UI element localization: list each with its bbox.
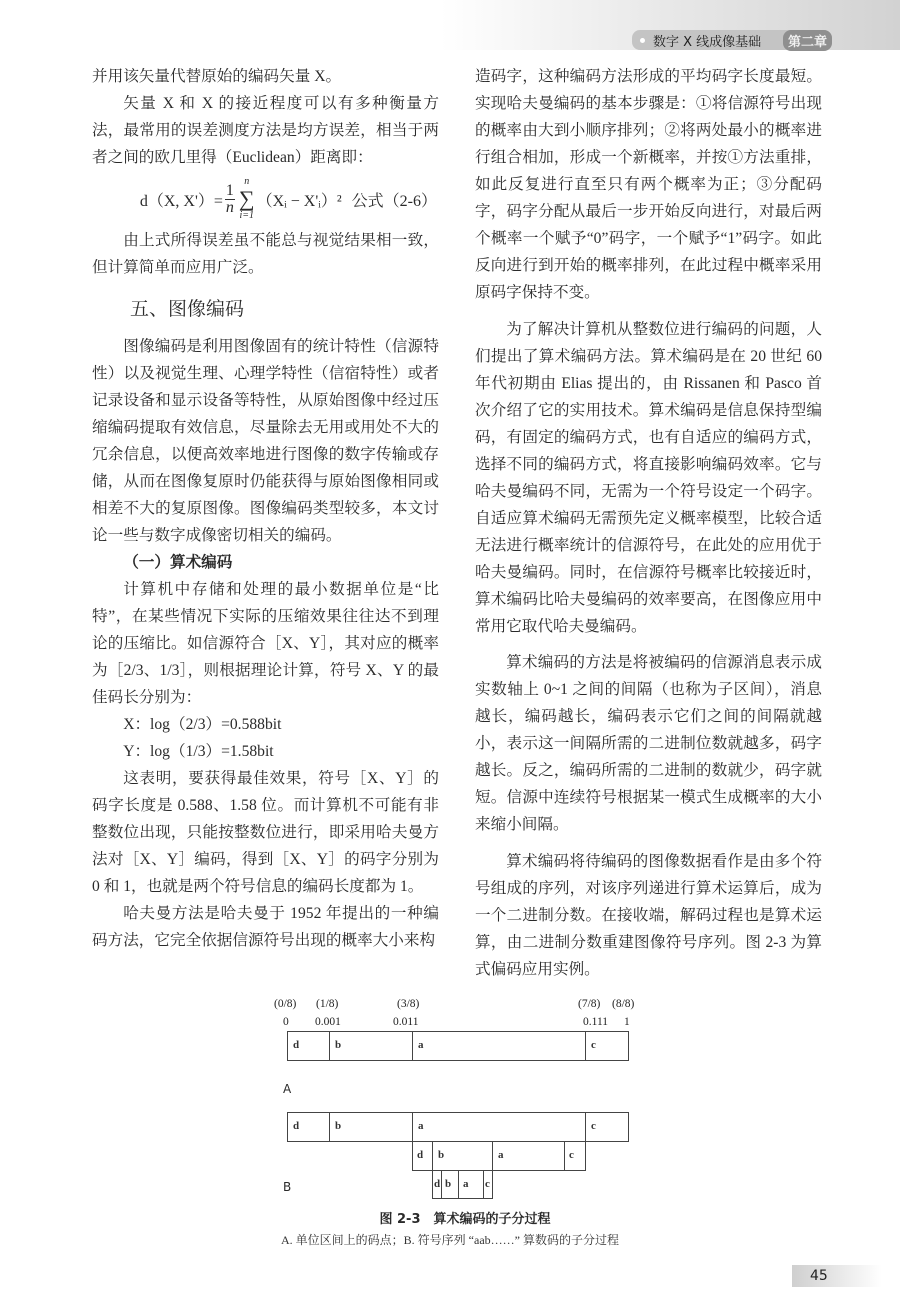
divider bbox=[412, 1112, 413, 1142]
fraction-label: (1/8) bbox=[316, 997, 339, 1010]
symbol-cell: a bbox=[418, 1038, 424, 1051]
symbol-cell: a bbox=[498, 1148, 504, 1161]
divider bbox=[329, 1031, 330, 1061]
formula-body: （Xᵢ − X'ᵢ）² bbox=[256, 192, 342, 210]
paragraph: 计算机中存储和处理的最小数据单位是“比特”，在某些情况下实际的压缩效果往往达不到理论的压缩比。如信源符合［X、Y］，其对应的概率为［2/3、1/3］，则根据理论计算，符号 X、Y 的最佳码长分别为： bbox=[92, 581, 439, 706]
fraction-label: (0/8) bbox=[274, 997, 297, 1010]
divider bbox=[585, 1112, 586, 1142]
paragraph: 造码字，这种编码方法形成的平均码字长度最短。实现哈夫曼编码的基本步骤是：①将信源符号出现的概率由大到小顺序排列；②将两处最小的概率进行组合相加，形成一个新概率，并按①方法重排，如此反复进行直至只有两个概率为正；③分配码字，码字分配从最后一步开始反向进行，对最后两个概率一个赋予“0”码字，一个赋予“1”码字。如此反向进行到开始的概率排列，在此过程中概率采用原码字保持不变。 bbox=[475, 68, 822, 301]
formula-label: 公式（2-6） bbox=[351, 192, 437, 210]
symbol-cell: d bbox=[417, 1148, 424, 1161]
paragraph: 为了解决计算机从整数位进行编码的问题，人们提出了算术编码方法。算术编码是在 20 世纪 60 年代初期由 Elias 提出的，由 Rissanen 和 Pasco 首次介绍了它的实用技术。算术编码是信息保持型编码，有固定的编码方式，也有自适应的编码方式，选择不同的编码方式，将直接影响编码效率。它与哈夫曼编码不同，无需为一个符号设定一个码字。自适应算术编码无需预先定义概率模型，比较合适无法进行概率统计的信源符号，在此处的应用优于哈夫曼编码。同时，在信源符号概率比较接近时，算术编码比哈夫曼编码的效率要高，在图像应用中常用它取代哈夫曼编码。 bbox=[475, 320, 822, 635]
symbol-cell: d bbox=[434, 1177, 441, 1190]
divider bbox=[412, 1031, 413, 1061]
page-body bbox=[0, 63, 900, 1293]
divider bbox=[492, 1141, 493, 1171]
text-columns bbox=[0, 63, 900, 983]
panel-label-b: B bbox=[283, 1179, 292, 1194]
sum-bottom: i=1 bbox=[239, 210, 255, 221]
fraction-label: (7/8) bbox=[578, 997, 601, 1010]
figure-caption-title: 图 2-3 算术编码的子分过程 bbox=[379, 1211, 551, 1227]
symbol-cell: b bbox=[335, 1038, 342, 1051]
divider bbox=[432, 1141, 433, 1171]
binary-label: 0 bbox=[283, 1015, 289, 1028]
paragraph: 算术编码将待编码的图像数据看作是由多个符号组成的序列，对该序列递进行算术运算后，成为一个二进制分数。在接收端，解码过程也是算术运算，由二进制分数重建图像符号序列。图 2-3 为算式偏码应用实例。 bbox=[475, 852, 822, 978]
fraction-label: (3/8) bbox=[397, 997, 420, 1010]
page-number: 45 bbox=[792, 1265, 882, 1287]
right-column bbox=[475, 63, 822, 983]
binary-label: 1 bbox=[624, 1015, 630, 1028]
figure-caption-sub: A. 单位区间上的码点；B. 符号序列 “aab……” 算数码的子分过程 bbox=[281, 1232, 619, 1247]
running-header bbox=[632, 30, 832, 50]
symbol-cell: b bbox=[438, 1148, 445, 1161]
paragraph: 图像编码是利用图像固有的统计特性（信源特性）以及视觉生理、心理学特性（信宿特性）或者记录设备和显示设备等特性，从原始图像中经过压缩编码提取有效信息，尽量除去无用或用处不大的冗余信息，以便高效率地进行图像的数字传输或存储，从而在图像复原时仍能获得与原始图像相同或相差不大的复原图像。图像编码类型较多，本文讨论一些与数字成像密切相关的编码。 bbox=[92, 338, 439, 544]
fraction-label: (8/8) bbox=[612, 997, 635, 1010]
paragraph: 矢量 X 和 X 的接近程度可以有多种衡量方法，最常用的误差测度方法是均方误差，相当于两者之间的欧几里得（Euclidean）距离即： bbox=[92, 95, 439, 166]
divider bbox=[585, 1031, 586, 1061]
symbol-cell: b bbox=[335, 1119, 342, 1132]
binary-label: 0.001 bbox=[315, 1015, 341, 1028]
symbol-cell: d bbox=[293, 1038, 300, 1051]
frac-den: n bbox=[225, 198, 234, 216]
symbol-cell: c bbox=[485, 1177, 490, 1190]
paragraph: 并用该矢量代替原始的编码矢量 X。 bbox=[92, 68, 342, 85]
symbol-cell: c bbox=[591, 1038, 596, 1051]
book-title: 数字 X 线成像基础 bbox=[653, 34, 762, 50]
divider bbox=[441, 1170, 442, 1199]
paragraph: 由上式所得误差虽不能总与视觉结果相一致，但计算简单而应用广泛。 bbox=[92, 232, 439, 276]
sum-top: n bbox=[244, 176, 250, 187]
panel-label-a: A bbox=[283, 1081, 292, 1096]
symbol-cell: a bbox=[418, 1119, 424, 1132]
formula-lhs: d（X, X'）= bbox=[139, 192, 223, 210]
fraction bbox=[225, 183, 235, 216]
paragraph: 这表明，要获得最佳效果，符号［X、Y］的码字长度是 0.588、1.58 位。而计算机不可能有非整数位出现，只能按整数位进行，即采用哈夫曼方法对［X、Y］编码，得到［X、Y］的码字分别为 0 和 1，也就是两个符号信息的编码长度都为 1。 bbox=[92, 770, 439, 895]
formula-2-6 bbox=[92, 171, 439, 227]
divider bbox=[458, 1170, 459, 1199]
figure-2-3 bbox=[0, 993, 900, 1293]
subsection-heading: （一）算术编码 bbox=[123, 554, 233, 571]
frac-num: 1 bbox=[225, 181, 234, 199]
section-heading: 五、图像编码 bbox=[130, 298, 245, 320]
binary-label: 0.011 bbox=[393, 1015, 419, 1028]
paragraph: 哈夫曼方法是哈夫曼于 1952 年提出的一种编码方法，它完全依据信源符号出现的概率大小来构 bbox=[92, 905, 439, 949]
symbol-cell: d bbox=[293, 1119, 300, 1132]
divider bbox=[329, 1112, 330, 1142]
summation: n ∑ i=1 bbox=[238, 176, 255, 221]
symbol-cell: b bbox=[445, 1177, 452, 1190]
binary-label: 0.111 bbox=[583, 1015, 609, 1028]
divider bbox=[564, 1141, 565, 1171]
symbol-cell: c bbox=[569, 1148, 574, 1161]
bullet-icon bbox=[640, 38, 645, 43]
equation-line: X：log（2/3）=0.588bit bbox=[123, 716, 282, 733]
left-column bbox=[92, 63, 439, 954]
chapter-label: 第二章 bbox=[783, 30, 832, 51]
symbol-cell: a bbox=[463, 1177, 469, 1190]
paragraph: 算术编码的方法是将被编码的信源消息表示成实数轴上 0~1 之间的间隔（也称为子区间），消息越长，编码越长，编码表示它们之间的间隔就越小，表示这一间隔所需的二进制位数就越多，码字越长。反之，编码所需的二进制的数就少，码字就短。信源中连续符号根据某一模式生成概率的大小来缩小间隔。 bbox=[475, 654, 822, 833]
equation-line: Y：log（1/3）=1.58bit bbox=[123, 743, 274, 760]
symbol-cell: c bbox=[591, 1119, 596, 1132]
